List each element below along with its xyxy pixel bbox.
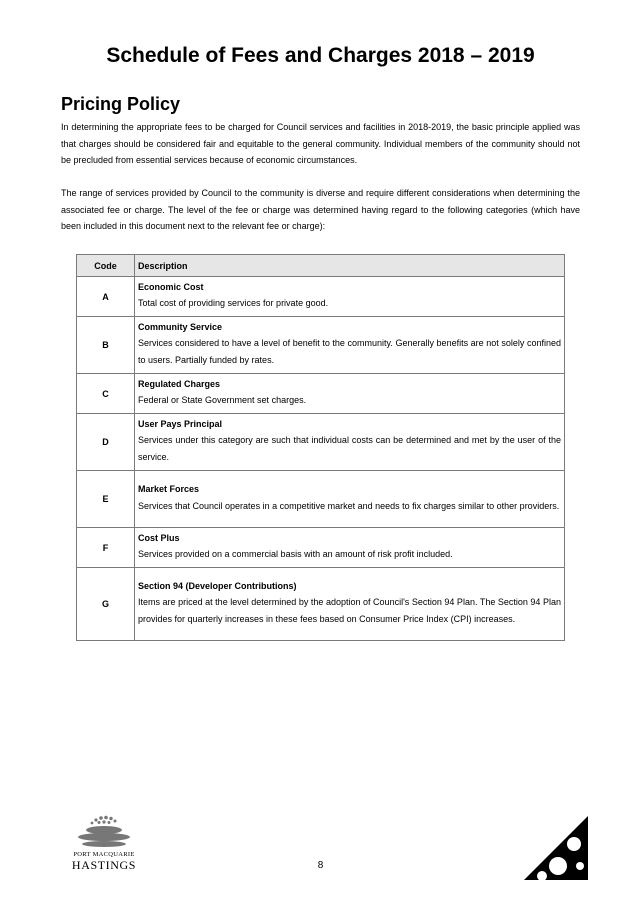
table-row <box>77 568 565 641</box>
paragraph-2: The range of services provided by Council to the community is diverse and require different considerations when determining the associated fee or charge. The level of the fee or charge was determined having regard to the following categories (which have been included in this document next to the relevant fee or charge): <box>61 188 580 231</box>
row-code: C <box>77 374 135 414</box>
pricing-codes-table <box>76 254 565 641</box>
table-row <box>77 277 565 317</box>
table-row <box>77 374 565 414</box>
table-row <box>77 471 565 528</box>
row-description <box>135 317 565 374</box>
row-title: Community Service <box>138 321 223 332</box>
row-description <box>135 471 565 528</box>
row-text: Services provided on a commercial basis with an amount of risk profit included. <box>138 549 453 559</box>
row-description <box>135 414 565 471</box>
table-row <box>77 528 565 568</box>
row-description <box>135 568 565 641</box>
row-text: Services considered to have a level of benefit to the community. Generally benefits are not solely confined to users. Partially funded by rates. <box>138 338 561 365</box>
row-code: G <box>77 568 135 641</box>
row-description <box>135 374 565 414</box>
corner-decoration-icon <box>524 816 588 880</box>
logo-text-line2: HASTINGS <box>71 858 137 872</box>
row-code: E <box>77 471 135 528</box>
section-heading: Pricing Policy <box>61 94 181 114</box>
row-text: Total cost of providing services for private good. <box>138 298 329 308</box>
row-text: Services that Council operates in a competitive market and needs to fix charges similar to other providers. <box>138 500 560 511</box>
header-code: Code <box>77 255 135 277</box>
row-title: Section 94 (Developer Contributions) <box>138 580 297 591</box>
row-code: A <box>77 277 135 317</box>
row-code: F <box>77 528 135 568</box>
table-header-row <box>77 255 565 277</box>
row-code: B <box>77 317 135 374</box>
table-row <box>77 317 565 374</box>
page-number: 8 <box>317 860 324 871</box>
row-title: Market Forces <box>138 484 200 494</box>
row-title: User Pays Principal <box>138 418 223 429</box>
table-row <box>77 414 565 471</box>
paragraph-1: In determining the appropriate fees to be charged for Council services and facilities in 2018-2019, the basic principle applied was that charges should be considered fair and equitable to the general community. Individual members of the community should not be precluded from essential services because of economic circumstances. <box>61 122 580 165</box>
row-title: Economic Cost <box>138 281 204 292</box>
header-description: Description <box>135 255 565 277</box>
page-title: Schedule of Fees and Charges 2018 – 2019 <box>106 44 535 67</box>
logo-mark-icon <box>66 814 142 852</box>
row-code: D <box>77 414 135 471</box>
row-text: Federal or State Government set charges. <box>138 395 307 405</box>
row-text: Items are priced at the level determined by the adoption of Council's Section 94 Plan. The Section 94 Plan provides for quarterly increases in these fees based on Consumer Price Index (CPI) increases. <box>138 597 561 624</box>
row-description <box>135 277 565 317</box>
logo-text-line1: PORT MACQUARIE <box>73 851 135 858</box>
row-description <box>135 528 565 568</box>
row-title: Regulated Charges <box>138 378 221 389</box>
row-text: Services under this category are such that individual costs can be determined and met by the user of the service. <box>138 435 561 462</box>
row-title: Cost Plus <box>138 532 180 543</box>
